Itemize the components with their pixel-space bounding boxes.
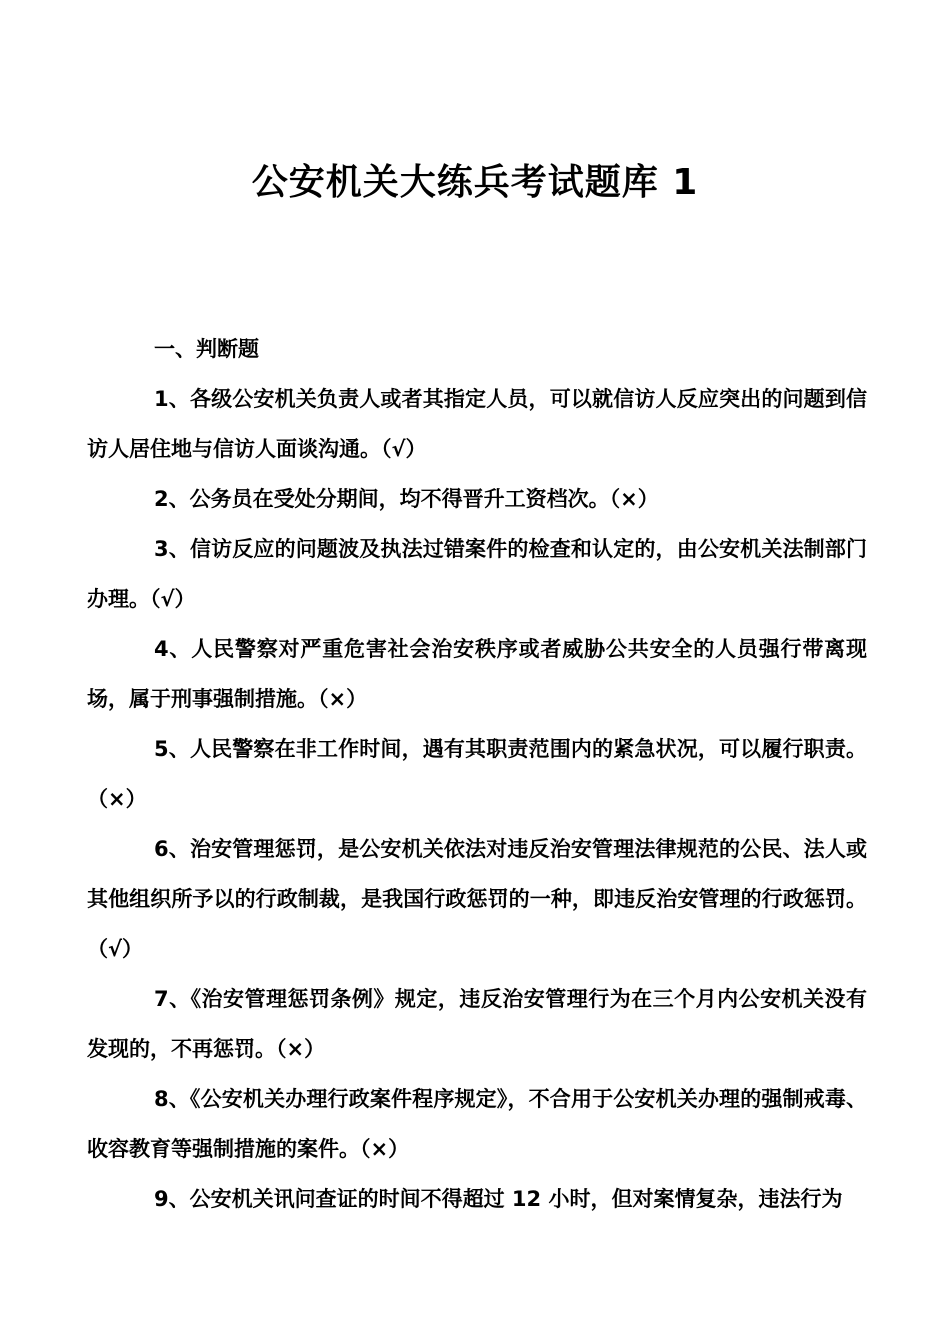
document-title: 公安机关大练兵考试题库 1 xyxy=(251,162,699,203)
question-item-8: 8、《公安机关办理行政案件程序规定》，不合用于公安机关办理的强制戒毒、收容教育等强制措施的案件。（×） xyxy=(87,1087,867,1161)
question-item-2: 2、公务员在受处分期间，均不得晋升工资档次。（×） xyxy=(154,487,659,511)
question-item-3: 3、信访反应的问题波及执法过错案件的检查和认定的，由公安机关法制部门办理。（√） xyxy=(87,537,867,611)
question-item-1: 1、各级公安机关负责人或者其指定人员，可以就信访人反应突出的问题到信访人居住地与信访人面谈沟通。（√） xyxy=(87,387,867,461)
question-item-7: 7、《治安管理惩罚条例》规定，违反治安管理行为在三个月内公安机关没有发现的，不再惩罚。（×） xyxy=(87,987,867,1061)
question-item-4: 4、人民警察对严重危害社会治安秩序或者威胁公共安全的人员强行带离现场，属于刑事强制措施。（×） xyxy=(87,637,867,711)
question-item-9: 9、公安机关讯问查证的时间不得超过 12 小时，但对案情复杂，违法行为 xyxy=(154,1187,843,1211)
question-item-6: 6、治安管理惩罚，是公安机关依法对违反治安管理法律规范的公民、法人或其他组织所予以的行政制裁，是我国行政惩罚的一种，即违反治安管理的行政惩罚。（√） xyxy=(87,837,867,961)
question-item-5: 5、人民警察在非工作时间，遇有其职责范围内的紧急状况，可以履行职责。（×） xyxy=(87,737,867,811)
section-heading: 一、判断题 xyxy=(154,337,259,361)
document-body xyxy=(87,324,867,1224)
